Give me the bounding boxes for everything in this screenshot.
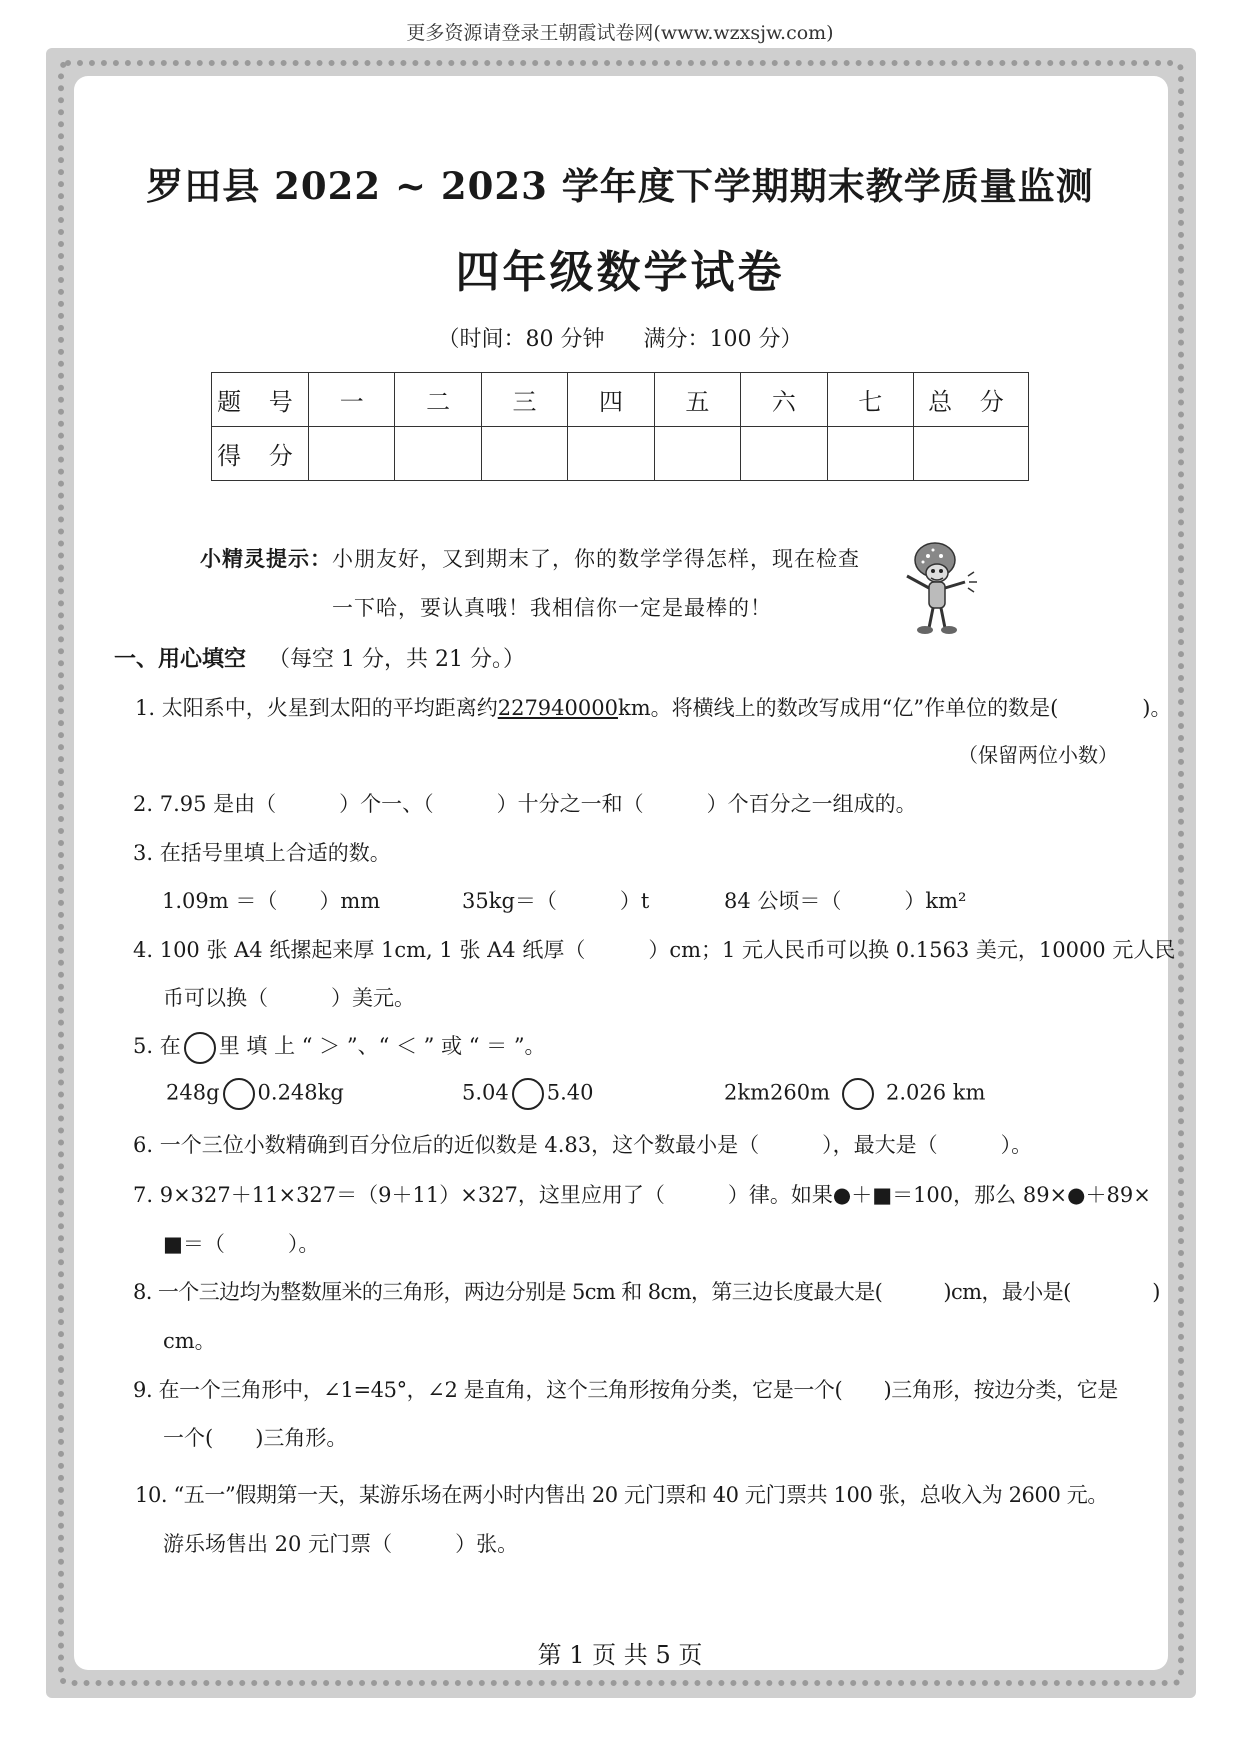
exam-full-score: 满分：100 分） bbox=[643, 327, 803, 352]
circle-icon bbox=[512, 1078, 544, 1110]
question-3: 3. 在括号里填上合适的数。 bbox=[133, 841, 391, 865]
score-col-3: 三 bbox=[481, 373, 567, 427]
score-cell bbox=[741, 427, 827, 481]
score-col-2: 二 bbox=[395, 373, 481, 427]
score-col-5: 五 bbox=[654, 373, 740, 427]
score-cell bbox=[827, 427, 913, 481]
question-2: 2. 7.95 是由（ ）个一、（ ）十分之一和（ ）个百分之一组成的。 bbox=[133, 792, 917, 816]
question-1 bbox=[135, 692, 1171, 722]
score-cell bbox=[914, 427, 1029, 481]
q5-a-left: 248g bbox=[166, 1080, 220, 1105]
q1-note: （保留两位小数） bbox=[958, 743, 1118, 767]
question-7-line-1: 7. 9×327＋11×327＝（9＋11）×327，这里应用了（ ）律。如果●＋■＝100，那么 89×●＋89× bbox=[133, 1183, 1151, 1207]
question-5 bbox=[133, 1030, 546, 1064]
score-table-header-row bbox=[212, 373, 1029, 427]
question-7-line-2: ■＝（ ）。 bbox=[163, 1232, 320, 1256]
score-row-label: 得 分 bbox=[212, 427, 309, 481]
circle-icon bbox=[223, 1078, 255, 1110]
section-1-title: 一、用心填空 bbox=[114, 647, 247, 672]
mascot-icon bbox=[893, 538, 983, 638]
question-9-line-1: 9. 在一个三角形中，∠1=45°，∠2 是直角，这个三角形按角分类，它是一个( )三角形，按边分类，它是 bbox=[133, 1378, 1118, 1402]
exam-time: （时间：80 分钟 bbox=[437, 327, 605, 352]
score-cell bbox=[395, 427, 481, 481]
circle-icon bbox=[842, 1078, 874, 1110]
question-8-line-1: 8. 一个三边均为整数厘米的三角形，两边分别是 5cm 和 8cm，第三边长度最大是( )cm，最小是( ) bbox=[133, 1280, 1160, 1304]
question-9-line-2: 一个( )三角形。 bbox=[163, 1426, 348, 1450]
q5-c-right: 2.026 km bbox=[886, 1080, 986, 1105]
question-10-line-2: 游乐场售出 20 元门票（ ）张。 bbox=[163, 1532, 519, 1556]
q3-part-b: 35kg＝（ ）t bbox=[462, 889, 650, 913]
circle-icon bbox=[184, 1032, 216, 1064]
tip-text-1: 小朋友好，又到期末了，你的数学学得怎样，现在检查 bbox=[332, 547, 860, 571]
score-cell bbox=[481, 427, 567, 481]
question-8-line-2: cm。 bbox=[163, 1329, 216, 1353]
q1-text-post: km。将横线上的数改写成用“亿”作单位的数是( )。 bbox=[617, 696, 1172, 720]
q1-text-pre: 1. 太阳系中，火星到太阳的平均距离约 bbox=[135, 696, 498, 720]
question-6: 6. 一个三位小数精确到百分位后的近似数是 4.83，这个数最小是（ ），最大是（ ）。 bbox=[133, 1133, 1033, 1157]
score-col-4: 四 bbox=[568, 373, 654, 427]
q5-text-pre: 5. 在 bbox=[133, 1034, 181, 1058]
watermark: 更多资源请登录王朝霞试卷网(www.wzxsjw.com) bbox=[406, 22, 834, 44]
question-4-line-2: 币可以换（ ）美元。 bbox=[163, 986, 415, 1010]
page-footer: 第 1 页 共 5 页 bbox=[537, 1641, 703, 1669]
q5-a-right: 0.248kg bbox=[257, 1080, 344, 1105]
section-1-note: （每空 1 分，共 21 分。） bbox=[268, 647, 525, 672]
q5-part-a bbox=[166, 1078, 344, 1110]
q3-part-c: 84 公顷＝（ ）km² bbox=[724, 889, 967, 913]
tip-line-2: 一下哈，要认真哦！我相信你一定是最棒的！ bbox=[332, 596, 772, 620]
score-cell bbox=[654, 427, 740, 481]
q5-b-left: 5.04 bbox=[462, 1080, 509, 1105]
q5-part-c bbox=[724, 1078, 985, 1110]
score-table bbox=[211, 372, 1029, 481]
q1-number: 227940000 bbox=[497, 696, 618, 720]
score-col-total: 总 分 bbox=[914, 373, 1029, 427]
score-table-score-row bbox=[212, 427, 1029, 481]
score-cell bbox=[568, 427, 654, 481]
section-1-heading bbox=[114, 642, 525, 673]
q5-c-left: 2km260m bbox=[724, 1080, 830, 1105]
question-4-line-1: 4. 100 张 A4 纸摞起来厚 1cm, 1 张 A4 纸厚（ ）cm；1 元人民币可以换 0.1563 美元，10000 元人民 bbox=[133, 938, 1176, 962]
score-col-1: 一 bbox=[309, 373, 395, 427]
question-10-line-1: 10. “五一”假期第一天，某游乐场在两小时内售出 20 元门票和 40 元门票共 100 张，总收入为 2600 元。 bbox=[135, 1483, 1108, 1507]
q5-part-b bbox=[462, 1078, 594, 1110]
tip-line-1 bbox=[200, 543, 860, 573]
exam-subtitle: 四年级数学试卷 bbox=[455, 247, 785, 298]
score-col-label: 题 号 bbox=[212, 373, 309, 427]
tip-label: 小精灵提示： bbox=[200, 547, 332, 571]
q3-part-a: 1.09m ＝（ ）mm bbox=[162, 889, 381, 913]
q5-b-right: 5.40 bbox=[546, 1080, 594, 1105]
exam-meta bbox=[0, 322, 1240, 353]
q5-text-post: 里 填 上 “ ＞ ”、“ ＜ ” 或 “ ＝ ”。 bbox=[218, 1034, 546, 1058]
score-col-7: 七 bbox=[827, 373, 913, 427]
exam-title: 罗田县 2022 ~ 2023 学年度下学期期末教学质量监测 bbox=[146, 164, 1094, 208]
score-cell bbox=[309, 427, 395, 481]
score-col-6: 六 bbox=[741, 373, 827, 427]
